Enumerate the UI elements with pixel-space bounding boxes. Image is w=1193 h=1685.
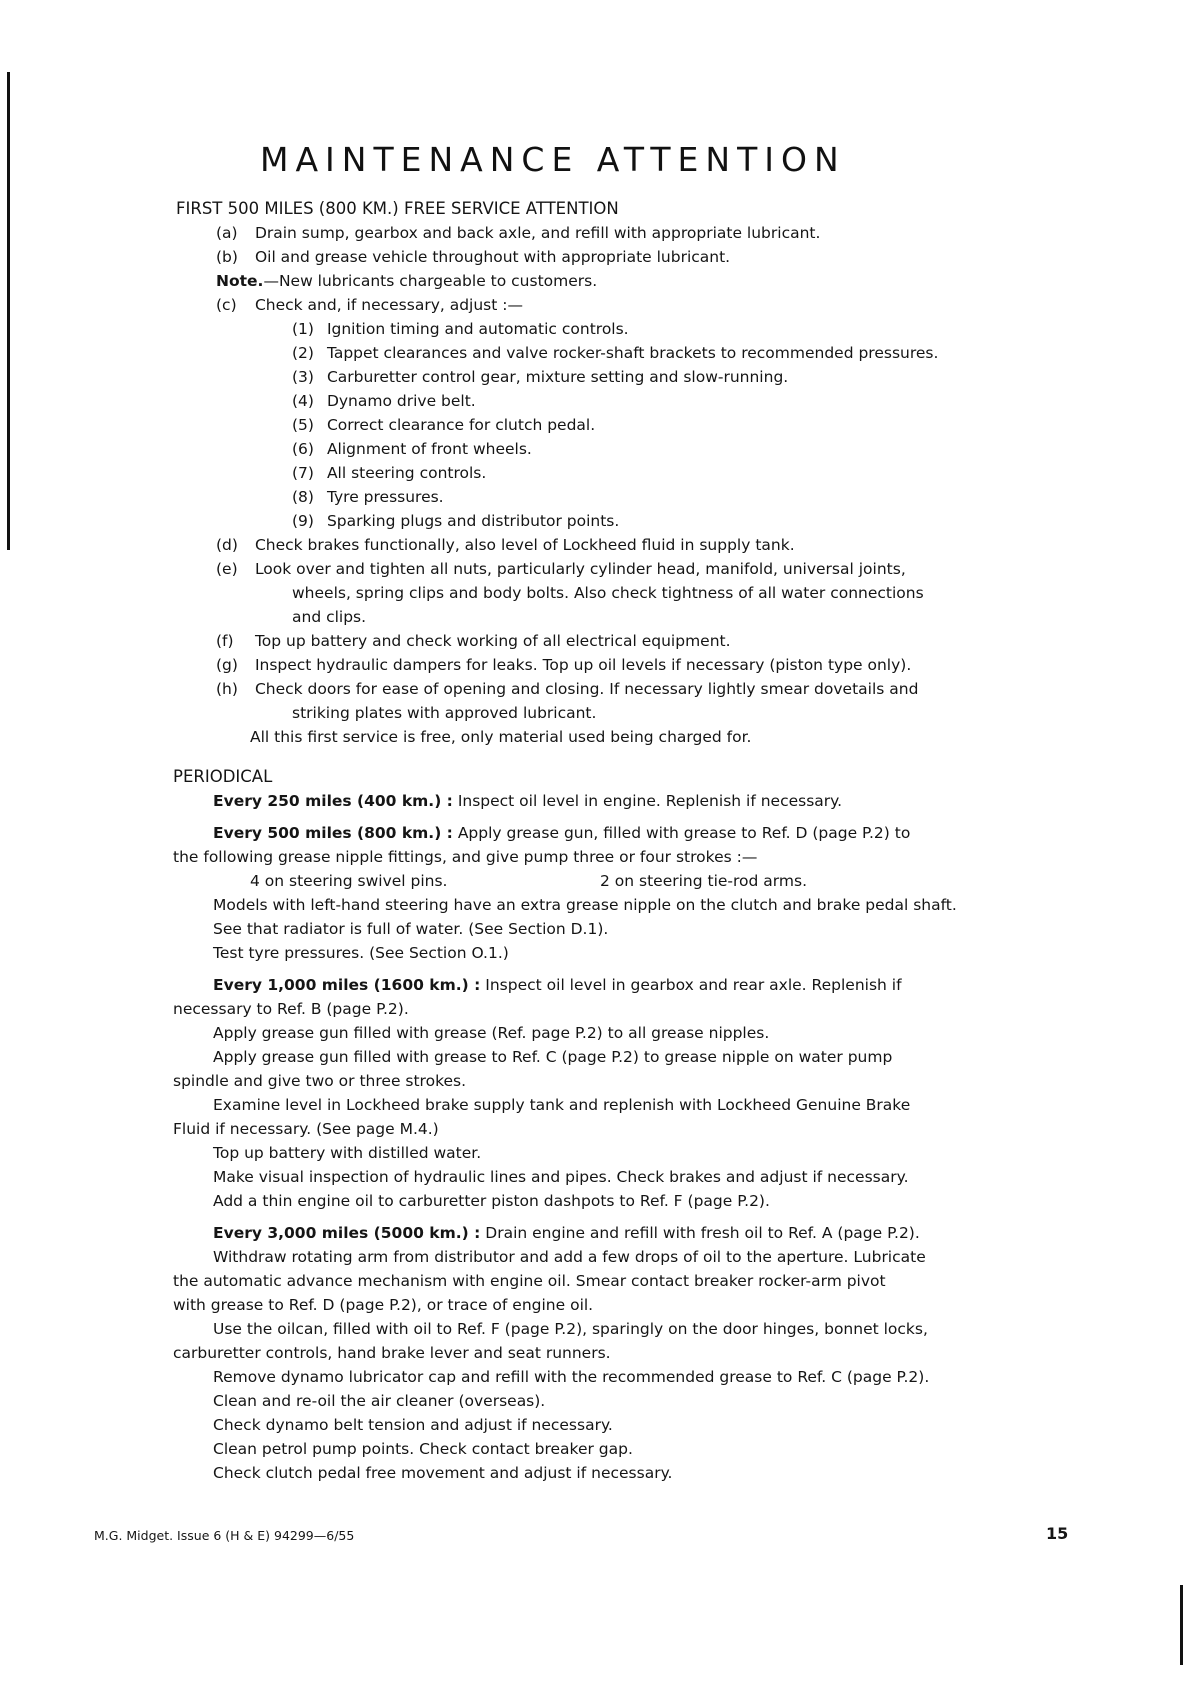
c-item-num: (9) [292, 512, 314, 530]
every-3000-line9: Check dynamo belt tension and adjust if necessary. [213, 1416, 613, 1434]
c-item-text: Ignition timing and automatic controls. [326, 320, 629, 338]
every-3000-text1: Drain engine and refill with fresh oil to Ref. A (page P.2). [485, 1224, 920, 1242]
c-item-2 [292, 343, 938, 363]
every-500-line5: Test tyre pressures. (See Section O.1.) [213, 944, 509, 962]
c-item-text: Dynamo drive belt. [326, 392, 476, 410]
c-item-text: Tyre pressures. [326, 488, 444, 506]
c-item-5 [292, 415, 595, 435]
every-1000-line10: Add a thin engine oil to carburetter piston dashpots to Ref. F (page P.2). [213, 1192, 770, 1210]
c-item-7 [292, 463, 486, 483]
c-item-text: Tappet clearances and valve rocker-shaft brackets to recommended pressures. [326, 344, 939, 362]
c-item-num: (2) [292, 344, 314, 362]
item-c [216, 295, 523, 315]
item-c-text: Check and, if necessary, adjust :— [254, 296, 523, 314]
every-1000-line3: Apply grease gun filled with grease (Ref. page P.2) to all grease nipples. [213, 1024, 770, 1042]
c-item-text: All steering controls. [326, 464, 487, 482]
item-b [216, 247, 730, 267]
first-service-heading: FIRST 500 MILES (800 KM.) FREE SERVICE ATTENTION [176, 199, 619, 218]
every-3000-line4: with grease to Ref. D (page P.2), or trace of engine oil. [173, 1296, 594, 1314]
binding-edge-left [7, 72, 10, 550]
item-b-text: Oil and grease vehicle throughout with appropriate lubricant. [254, 248, 731, 266]
item-h-line2: striking plates with approved lubricant. [292, 704, 597, 722]
item-a-label: (a) [216, 224, 238, 242]
every-3000-line10: Clean petrol pump points. Check contact breaker gap. [213, 1440, 633, 1458]
every-1000-lead: Every 1,000 miles (1600 km.) : [213, 976, 481, 994]
item-h [216, 679, 918, 699]
c-item-num: (3) [292, 368, 314, 386]
every-3000-line1 [213, 1223, 920, 1243]
page-number: 15 [1046, 1524, 1069, 1543]
every-1000-line4: Apply grease gun filled with grease to Ref. C (page P.2) to grease nipple on water pump [213, 1048, 893, 1066]
every-1000-line6: Examine level in Lockheed brake supply tank and replenish with Lockheed Genuine Brake [213, 1096, 911, 1114]
c-item-num: (6) [292, 440, 314, 458]
c-item-8 [292, 487, 444, 507]
c-item-text: Sparking plugs and distributor points. [326, 512, 620, 530]
every-1000-line1 [213, 975, 902, 995]
every-500-col1: 4 on steering swivel pins. [250, 872, 448, 890]
c-item-3 [292, 367, 788, 387]
every-3000-line11: Check clutch pedal free movement and adjust if necessary. [213, 1464, 673, 1482]
note-line [216, 271, 597, 291]
binding-edge-right [1180, 1585, 1183, 1665]
free-service-note: All this first service is free, only material used being charged for. [250, 728, 752, 746]
every-3000-line6: carburetter controls, hand brake lever and seat runners. [173, 1344, 611, 1362]
item-d-text: Check brakes functionally, also level of Lockheed fluid in supply tank. [254, 536, 795, 554]
c-item-4 [292, 391, 476, 411]
every-500-line1 [213, 823, 910, 843]
c-item-num: (7) [292, 464, 314, 482]
item-e-label: (e) [216, 560, 238, 578]
every-1000-line5: spindle and give two or three strokes. [173, 1072, 467, 1090]
periodical-heading: PERIODICAL [173, 767, 273, 786]
item-e-line3: and clips. [292, 608, 367, 626]
item-g-label: (g) [216, 656, 238, 674]
every-1000-line8: Top up battery with distilled water. [213, 1144, 482, 1162]
c-item-9 [292, 511, 619, 531]
every-500-col2: 2 on steering tie-rod arms. [600, 872, 808, 890]
c-item-num: (1) [292, 320, 314, 338]
every-1000-line9: Make visual inspection of hydraulic lines and pipes. Check brakes and adjust if necessary. [213, 1168, 909, 1186]
every-3000-line8: Clean and re-oil the air cleaner (overseas). [213, 1392, 546, 1410]
item-f [216, 631, 731, 651]
item-d-label: (d) [216, 536, 238, 554]
every-3000-lead: Every 3,000 miles (5000 km.) : [213, 1224, 481, 1242]
c-item-num: (4) [292, 392, 314, 410]
item-b-label: (b) [216, 248, 238, 266]
every-250-lead: Every 250 miles (400 km.) : [213, 792, 453, 810]
every-1000-text1: Inspect oil level in gearbox and rear axle. Replenish if [485, 976, 902, 994]
every-3000-line2: Withdraw rotating arm from distributor and add a few drops of oil to the aperture. Lubricate [213, 1248, 926, 1266]
item-e-line2: wheels, spring clips and body bolts. Also check tightness of all water connections [292, 584, 924, 602]
every-1000-line7: Fluid if necessary. (See page M.4.) [173, 1120, 439, 1138]
every-250-line [213, 791, 842, 811]
every-3000-line3: the automatic advance mechanism with engine oil. Smear contact breaker rocker-arm pivot [173, 1272, 886, 1290]
item-g-text: Inspect hydraulic dampers for leaks. Top up oil levels if necessary (piston type only). [254, 656, 912, 674]
item-c-label: (c) [216, 296, 237, 314]
item-f-text: Top up battery and check working of all electrical equipment. [254, 632, 731, 650]
every-500-text1: Apply grease gun, filled with grease to Ref. D (page P.2) to [457, 824, 911, 842]
note-label: Note. [216, 272, 264, 290]
item-h-label: (h) [216, 680, 238, 698]
item-h-line1: Check doors for ease of opening and closing. If necessary lightly smear dovetails and [254, 680, 919, 698]
c-item-1 [292, 319, 629, 339]
item-e-line1: Look over and tighten all nuts, particularly cylinder head, manifold, universal joints, [254, 560, 906, 578]
item-e [216, 559, 906, 579]
c-item-num: (8) [292, 488, 314, 506]
c-item-num: (5) [292, 416, 314, 434]
footer-publication-info: M.G. Midget. Issue 6 (H & E) 94299—6/55 [94, 1528, 355, 1543]
every-500-line4: See that radiator is full of water. (See Section D.1). [213, 920, 609, 938]
item-g [216, 655, 911, 675]
c-item-text: Alignment of front wheels. [326, 440, 532, 458]
note-text: —New lubricants chargeable to customers. [263, 272, 598, 290]
c-item-text: Carburetter control gear, mixture setting and slow-running. [326, 368, 789, 386]
page-title: MAINTENANCE ATTENTION [260, 140, 846, 179]
every-1000-line2: necessary to Ref. B (page P.2). [173, 1000, 409, 1018]
every-500-line2: the following grease nipple fittings, and give pump three or four strokes :— [173, 848, 758, 866]
c-item-text: Correct clearance for clutch pedal. [326, 416, 596, 434]
item-a-text: Drain sump, gearbox and back axle, and refill with appropriate lubricant. [254, 224, 821, 242]
every-500-line3: Models with left-hand steering have an extra grease nipple on the clutch and brake pedal shaft. [213, 896, 957, 914]
every-3000-line7: Remove dynamo lubricator cap and refill with the recommended grease to Ref. C (page P.2). [213, 1368, 930, 1386]
every-250-text: Inspect oil level in engine. Replenish if necessary. [457, 792, 843, 810]
item-d [216, 535, 795, 555]
every-500-lead: Every 500 miles (800 km.) : [213, 824, 453, 842]
item-f-label: (f) [216, 632, 234, 650]
item-a [216, 223, 820, 243]
c-item-6 [292, 439, 532, 459]
every-3000-line5: Use the oilcan, filled with oil to Ref. F (page P.2), sparingly on the door hinges, bonnet locks, [213, 1320, 928, 1338]
